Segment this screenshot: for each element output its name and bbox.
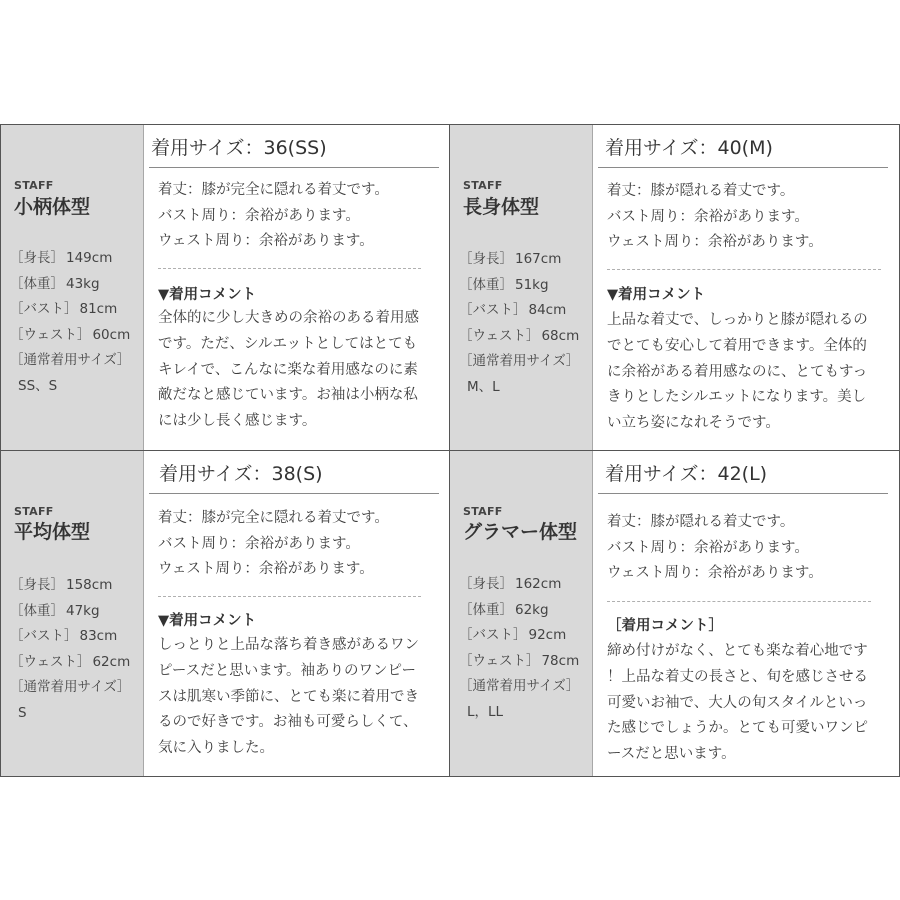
stat-value: 78cm xyxy=(541,652,580,669)
stat-bust xyxy=(10,624,130,650)
stat-waist xyxy=(10,650,130,676)
stat-value: 92cm xyxy=(528,627,567,644)
comment-line: スは肌寒い季節に、とても楽に着用でき xyxy=(158,688,419,705)
comment-heading: ▼着用コメント xyxy=(607,287,706,303)
stat-label: ［バスト］ xyxy=(459,627,527,644)
stat-value: 83cm xyxy=(79,628,118,645)
dashed-divider xyxy=(607,269,881,270)
staff-label: STAFF xyxy=(463,505,503,518)
stat-label: ［体重］ xyxy=(459,276,513,293)
staff-label: STAFF xyxy=(14,179,54,192)
stat-weight xyxy=(459,598,579,624)
staff-profile-panel xyxy=(450,451,593,776)
comment-heading: ▼着用コメント xyxy=(158,287,257,303)
bust-note: バスト周り：余裕があります。 xyxy=(158,207,360,224)
title-underline xyxy=(598,167,888,168)
title-underline xyxy=(598,493,888,494)
stat-label: ［ウェスト］ xyxy=(459,652,540,669)
stat-label: ［ウェスト］ xyxy=(459,327,540,344)
fit-notes xyxy=(607,510,823,587)
stat-weight xyxy=(10,599,130,625)
staff-card-petite xyxy=(1,125,449,450)
stat-label: ［体重］ xyxy=(10,275,64,292)
title-underline xyxy=(149,493,439,494)
size-title: 着用サイズ：36(SS) xyxy=(151,137,327,159)
stat-label: ［ウェスト］ xyxy=(10,653,91,670)
size-title: 着用サイズ：40(M) xyxy=(605,137,773,159)
length-note: 着丈：膝が完全に隠れる着丈です。 xyxy=(158,182,389,198)
stat-label: ［身長］ xyxy=(459,576,513,592)
stat-height xyxy=(10,246,130,272)
waist-note: ウェスト周り：余裕があります。 xyxy=(607,565,823,581)
comment-line: 締め付けがなく、とても楽な着心地です xyxy=(607,643,868,659)
staff-card-tall xyxy=(450,125,899,450)
stat-value: 84cm xyxy=(528,302,567,319)
staff-measurements xyxy=(10,573,130,727)
stat-weight xyxy=(459,273,579,299)
staff-measurements xyxy=(459,572,579,726)
length-note: 着丈：膝が隠れる着丈です。 xyxy=(607,183,795,199)
staff-profile-panel xyxy=(1,125,144,450)
stat-value: 68cm xyxy=(541,327,580,344)
body-type-title: 小柄体型 xyxy=(14,196,91,218)
stat-height xyxy=(459,572,579,598)
title-underline xyxy=(149,167,439,168)
comment-line: キレイで、こんなに楽な着用感なのに素 xyxy=(158,361,418,378)
usual-size-label: ［通常着用サイズ］ xyxy=(459,678,580,695)
comment-line: には少し長く感じます。 xyxy=(158,413,317,430)
staff-measurements xyxy=(459,247,579,401)
comment-line: るので好きです。お袖も可愛らしくて、 xyxy=(158,714,418,731)
stat-label: ［身長］ xyxy=(10,577,64,593)
size-title: 着用サイズ：38(S) xyxy=(159,463,323,485)
usual-size-value: S xyxy=(18,704,27,721)
comment-line: しっとりと上品な落ち着き感があるワン xyxy=(158,637,419,653)
dashed-divider xyxy=(607,601,871,602)
stat-waist xyxy=(10,323,130,349)
comment-line: でとても安心して着用できます。全体的 xyxy=(607,337,867,354)
length-note: 着丈：膝が完全に隠れる着丈です。 xyxy=(158,510,389,526)
stat-value: 81cm xyxy=(79,301,118,318)
comment-heading: ▼着用コメント xyxy=(158,613,257,629)
comment-line: です。ただ、シルエットとしてはとても xyxy=(158,335,418,352)
size-title: 着用サイズ：42(L) xyxy=(605,463,768,485)
fit-notes xyxy=(607,179,823,256)
body-type-title: グラマー体型 xyxy=(463,521,578,543)
comment-line: きりとしたシルエットになります。美し xyxy=(607,389,867,406)
stat-value: 51kg xyxy=(515,276,549,293)
stat-value: 167cm xyxy=(515,251,562,267)
stat-height xyxy=(10,573,130,599)
fit-notes xyxy=(158,178,389,255)
stat-waist xyxy=(459,649,579,675)
comment-line: 可愛いお袖で、大人の旬スタイルといっ xyxy=(607,694,868,711)
dashed-divider xyxy=(158,268,421,269)
stat-label: ［体重］ xyxy=(459,601,513,618)
comment-line: た感じでしょうか。とても可愛いワンピ xyxy=(607,720,868,737)
bust-note: バスト周り：余裕があります。 xyxy=(158,535,360,552)
stat-height xyxy=(459,247,579,273)
staff-profile-panel xyxy=(450,125,593,450)
staff-card-curvy xyxy=(450,451,899,776)
waist-note: ウェスト周り：余裕があります。 xyxy=(607,234,823,250)
stat-label: ［体重］ xyxy=(10,602,64,619)
staff-label: STAFF xyxy=(463,179,503,192)
comment-line: に余裕がある着用感なのに、とてもすっ xyxy=(607,363,868,380)
stat-label: ［身長］ xyxy=(10,250,64,266)
staff-label: STAFF xyxy=(14,505,54,518)
staff-profile-panel xyxy=(1,451,144,776)
stat-value: 47kg xyxy=(66,602,100,619)
stat-bust xyxy=(459,298,579,324)
comment-heading: ［着用コメント］ xyxy=(607,618,723,634)
usual-size-value: SS、S xyxy=(18,377,58,394)
staff-comment xyxy=(158,633,419,762)
stat-label: ［バスト］ xyxy=(10,301,78,318)
staff-size-grid xyxy=(0,124,900,777)
dashed-divider xyxy=(158,596,421,597)
stat-value: 158cm xyxy=(66,577,113,593)
stat-weight xyxy=(10,272,130,298)
waist-note: ウェスト周り：余裕があります。 xyxy=(158,561,374,577)
stat-value: 62cm xyxy=(92,653,131,670)
stat-value: 60cm xyxy=(92,326,131,343)
staff-comment xyxy=(607,308,868,437)
staff-card-average xyxy=(1,451,449,776)
stat-bust xyxy=(10,297,130,323)
bust-note: バスト周り：余裕があります。 xyxy=(607,208,809,225)
comment-line: ！上品な着丈の長さと、旬を感じさせる xyxy=(607,668,868,685)
comment-line: 敵だなと感じています。お袖は小柄な私 xyxy=(158,387,418,404)
stat-label: ［身長］ xyxy=(459,251,513,267)
stat-value: 162cm xyxy=(515,576,562,592)
body-type-title: 長身体型 xyxy=(463,196,540,218)
length-note: 着丈：膝が隠れる着丈です。 xyxy=(607,514,795,530)
comment-line: ピースだと思います。袖ありのワンピー xyxy=(158,662,416,679)
fit-notes xyxy=(158,506,389,583)
comment-line: い立ち姿になれそうです。 xyxy=(607,415,780,432)
stat-label: ［ウェスト］ xyxy=(10,326,91,343)
comment-line: 気に入りました。 xyxy=(158,740,274,757)
comment-line: 全体的に少し大きめの余裕のある着用感 xyxy=(158,310,419,326)
comment-line: ースだと思います。 xyxy=(607,746,736,763)
usual-size-label: ［通常着用サイズ］ xyxy=(10,352,131,369)
stat-value: 62kg xyxy=(515,601,549,618)
staff-measurements xyxy=(10,246,130,400)
usual-size-value: L，LL xyxy=(467,703,504,720)
waist-note: ウェスト周り：余裕があります。 xyxy=(158,233,374,249)
stat-bust xyxy=(459,623,579,649)
stat-value: 149cm xyxy=(66,250,113,266)
comment-line: 上品な着丈で、しっかりと膝が隠れるの xyxy=(607,312,868,328)
stat-value: 43kg xyxy=(66,275,100,292)
stat-label: ［バスト］ xyxy=(10,628,78,645)
usual-size-value: M、L xyxy=(467,378,500,395)
body-type-title: 平均体型 xyxy=(14,521,91,543)
usual-size-label: ［通常着用サイズ］ xyxy=(10,679,131,696)
staff-comment xyxy=(158,306,419,435)
stat-waist xyxy=(459,324,579,350)
usual-size-label: ［通常着用サイズ］ xyxy=(459,353,580,370)
staff-comment xyxy=(607,639,868,768)
stat-label: ［バスト］ xyxy=(459,302,527,319)
bust-note: バスト周り：余裕があります。 xyxy=(607,539,809,556)
